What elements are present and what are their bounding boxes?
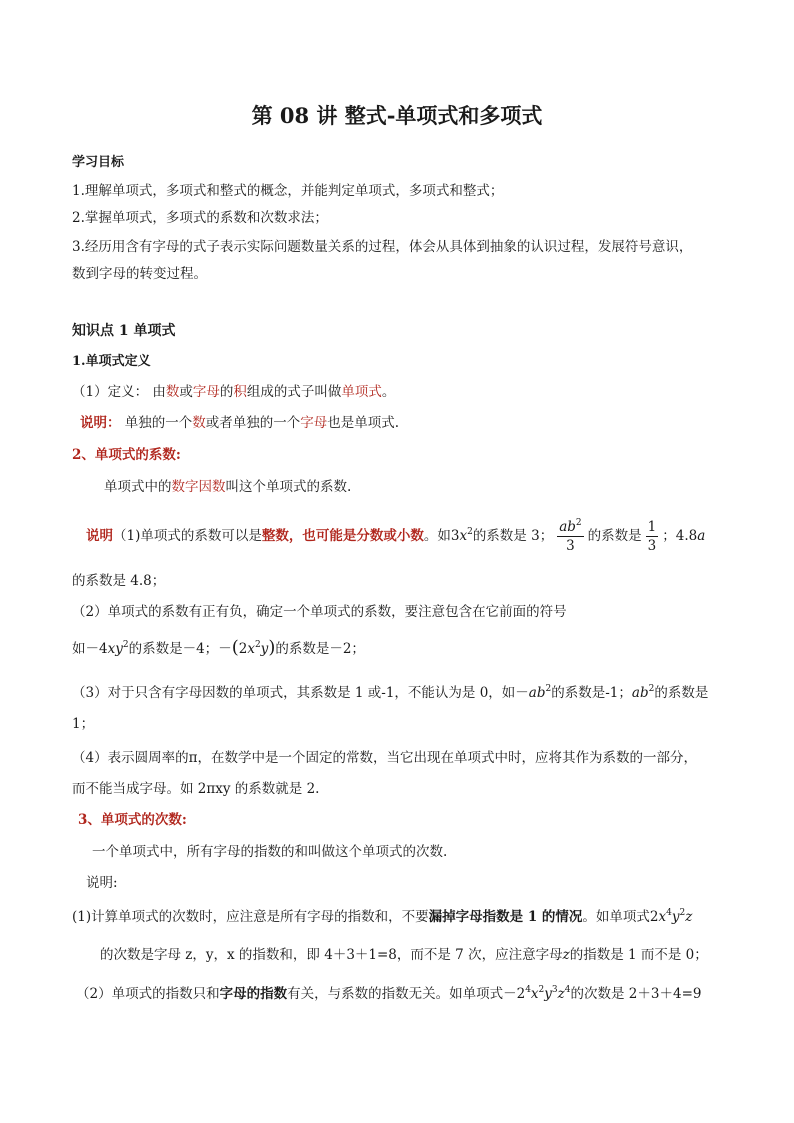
math-part: 4 [525,985,531,995]
term-monomial: 单项式 [341,384,382,400]
math-part: b [639,685,649,701]
text: 的系数是 [654,685,709,701]
degree-definition: 一个单项式中，所有字母的指数的和叫做这个单项式的次数. [92,844,448,860]
math-part: － [218,641,232,657]
term-number: 数 [192,415,206,431]
definition-note [80,413,399,433]
math-a: a [697,528,706,544]
goals-heading: 学习目标 [72,155,125,170]
text: （3）对于只含有字母因数的单项式，其系数是 1 或-1，不能认为是 0，如 [72,685,516,701]
math-part: 4 [564,985,571,995]
math-part: x [247,641,255,657]
math-part: 2 [679,908,686,918]
denominator: 3 [566,538,575,554]
coefficient-note-2: （2）单项式的系数有正有负，确定一个单项式的系数，要注意包含在它前面的符号 [72,604,567,620]
coefficient-note-3 [72,683,708,703]
math-neg-2-4-x2y3z4 [503,986,570,1002]
text: 。如 [423,528,451,544]
text: （1)单项式的系数可以是 [113,528,262,544]
math-part: ( [231,637,239,658]
definition-line [72,382,395,402]
text: 的指数是 1 而不是 0； [569,947,708,963]
math-ab2 [632,685,654,701]
coefficient-definition [104,477,351,497]
math-neg-2x2y [218,637,276,658]
math-part: 2 [649,909,659,925]
math-part: b [567,519,576,535]
emphasis-text: 字母的指数 [219,986,288,1002]
math-part: y [115,641,123,657]
math-part: － [503,986,517,1002]
math-part: 3 [551,985,558,995]
goal-3-line1: 3.经历用含有字母的式子表示实际问题数量关系的过程，体会从具体到抽象的认识过程，发展符号意识， [72,239,693,255]
math-neg4xy2 [86,641,129,657]
math-part: x [107,641,116,657]
text: 的系数是－4； [128,641,219,657]
math-part: y [544,986,552,1002]
term-numeric-factor: 数字因数 [171,479,226,495]
goal-3-line2: 数到字母的转变过程。 [72,266,207,282]
math-part: a [631,685,640,701]
coefficient-note-3-cont: 1； [72,716,95,732]
term-letter: 字母 [300,415,328,431]
text: 组成的式子叫做 [246,384,342,400]
term-number: 数 [165,384,180,400]
emphasis-text: 整数，也可能是分数或小数 [261,528,424,544]
text: 也是单项式. [327,415,400,431]
math-part: a [559,519,568,535]
math-part: z [557,986,565,1002]
text: 叫这个单项式的系数. [225,479,352,495]
section-heading-monomial: 知识点 1 单项式 [72,323,176,339]
degree-note-label: 说明: [86,875,118,891]
math-part: x [530,986,539,1002]
page-title: 第 08 讲 整式-单项式和多项式 [251,103,543,128]
fraction-1-over-3 [646,518,659,555]
text: 的次数是字母 z，y，x 的指数和，即 4＋3＋1=8，而不是 7 次，应注意字母 [100,947,563,963]
numerator: 1 [647,519,657,535]
emphasis-text: 漏掉字母指数是 1 的情况 [428,909,583,925]
text: 。如单项式 [582,909,650,925]
math-part: 2 [538,985,545,995]
degree-note-2 [76,984,701,1004]
degree-note-1-cont [100,945,708,965]
term-product: 积 [233,384,247,400]
goal-2: 2.掌握单项式，多项式的系数和次数求法； [72,210,328,226]
text: 单项式中的 [104,479,172,495]
math-neg-ab2 [515,685,551,701]
math-part: 2 [238,641,248,657]
math-part: 2 [575,518,582,528]
text: ； [662,528,676,544]
math-part: －4 [85,641,108,657]
coefficient-note-4: （4）表示圆周率的π，在数学中是一个固定的常数，当它出现在单项式中时，应将其作为系数的一部分， [72,750,697,766]
text: 的次数是 2＋3＋4=9 [570,986,702,1002]
math-part: 2 [545,684,552,694]
text: （1）定义： 由 [72,384,166,400]
math-3x2 [451,528,473,544]
math-part: z [685,909,693,925]
denominator: 3 [647,538,657,554]
text: 或者单独的一个 [205,415,301,431]
fraction-ab2-over-3 [557,518,583,555]
text: 的系数是 [587,528,642,544]
math-part: y [260,641,269,657]
math-part: x [658,909,667,925]
text: 或 [179,384,193,400]
note-label: 说明： [80,415,121,431]
math-part: 2 [254,640,261,650]
text: （2）单项式的指数只和 [76,986,220,1002]
math-2x4y2z [650,909,692,925]
math-part: － [515,685,529,701]
coefficient-note-1 [86,518,705,555]
math-part: b [536,685,546,701]
degree-note-1 [72,907,692,927]
math-part: 2 [648,684,655,694]
subheading-definition: 1.单项式定义 [72,354,151,369]
math-part: x [459,528,468,544]
text: 的系数是-1； [551,685,632,701]
math-part: 2 [516,986,526,1002]
text: 如 [72,641,86,657]
term-letter: 字母 [192,384,220,400]
text: 有关，与系数的指数无关。如单项式 [287,986,504,1002]
math-4.8: 4.8 [675,528,698,544]
math-part: ) [268,637,276,658]
math-part: a [528,685,537,701]
text: 的系数是－2； [275,641,365,657]
note-label: 说明 [86,528,113,544]
math-part: 3 [450,528,460,544]
coefficient-note-4-cont: 而不能当成字母。如 2πxy 的系数就是 2. [72,781,320,797]
coefficient-note-2-example [72,638,365,659]
coefficient-note-1-cont: 的系数是 4.8； [72,573,166,589]
math-z: z [562,947,570,963]
text: 的 [219,384,234,400]
math-part: 2 [467,527,473,537]
subheading-coefficient: 2、单项式的系数: [72,447,181,463]
math-part: 4 [666,908,672,918]
goal-1: 1.理解单项式，多项式和整式的概念，并能判定单项式，多项式和整式； [72,183,504,199]
text: 单独的一个 [120,415,193,431]
numerator [557,518,583,537]
text: 的系数是 3； [472,528,554,544]
subheading-degree: 3、单项式的次数: [78,812,187,828]
text: (1)计算单项式的次数时，应注意是所有字母的指数和，不要 [72,909,429,925]
text: 。 [381,384,396,400]
math-part: 2 [122,640,129,650]
math-part: y [671,909,680,925]
